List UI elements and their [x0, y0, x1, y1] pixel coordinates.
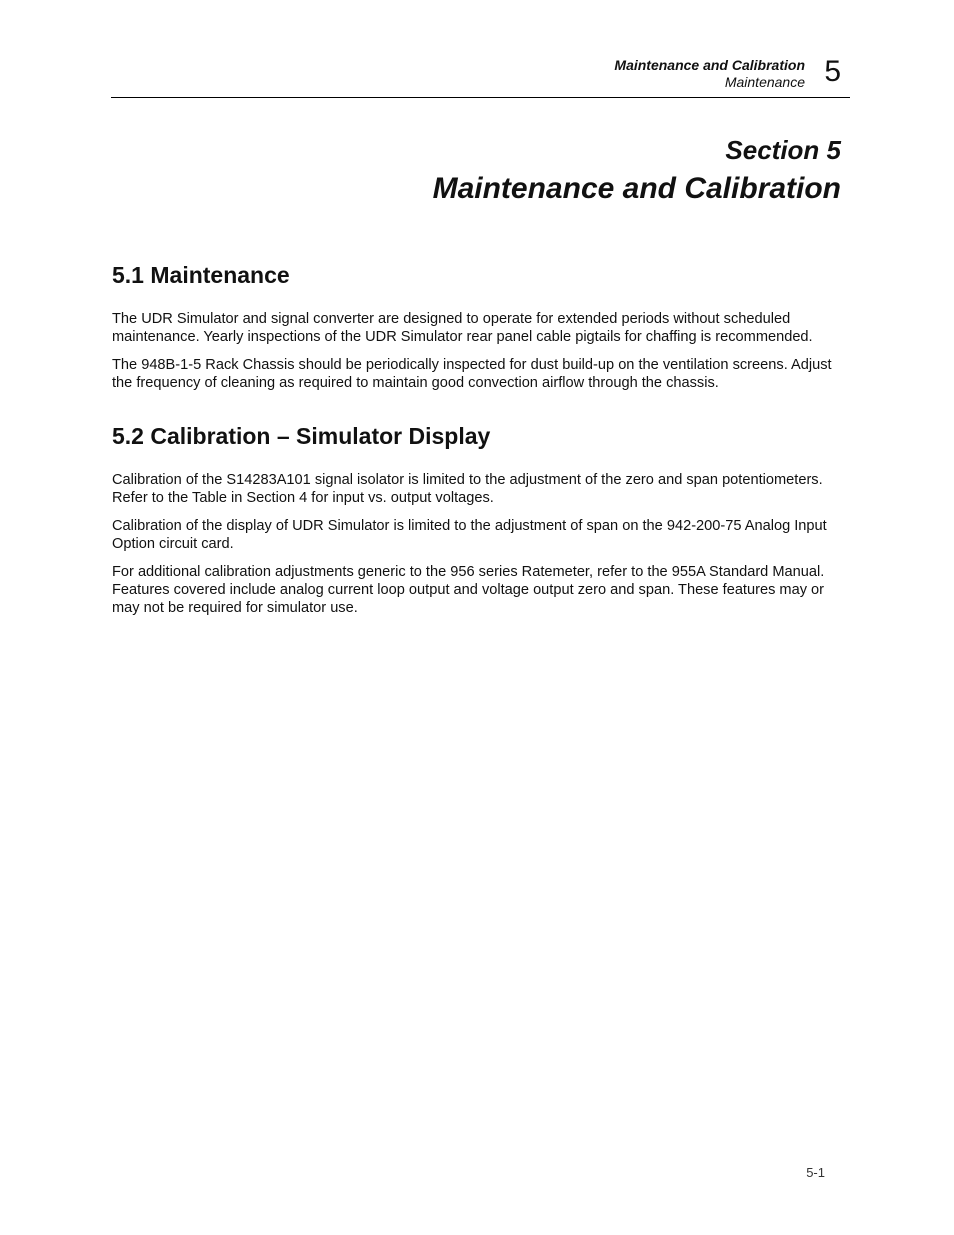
section-heading — [433, 133, 841, 211]
paragraph-calibration-2: Calibration of the display of UDR Simulator is limited to the adjustment of span on the 942-200-75 Analog Input Option circuit card. — [112, 518, 827, 552]
section-title: Maintenance and Calibration — [432, 172, 841, 205]
page-content — [112, 258, 842, 617]
header-subtitle: Maintenance — [724, 74, 805, 90]
paragraph-maintenance-1: The UDR Simulator and signal converter are designed to operate for extended periods without scheduled maintenance. Yearly inspections of the UDR Simulator rear panel cable pigtails for chaffing is recommended. — [112, 311, 813, 345]
subsection-heading-calibration: 5.2 Calibration – Simulator Display — [112, 423, 491, 449]
header-chapter-number: 5 — [824, 55, 841, 88]
paragraph-calibration-1: Calibration of the S14283A101 signal isolator is limited to the adjustment of the zero and span potentiometers. Refer to the Table in Section 4 for input vs. output voltages. — [112, 472, 823, 506]
subsection-heading-maintenance: 5.1 Maintenance — [112, 262, 290, 288]
page-number: 5-1 — [806, 1165, 825, 1180]
paragraph-calibration-3: For additional calibration adjustments generic to the 956 series Ratemeter, refer to the 955A Standard Manual. Features covered include analog current loop output and voltage output zero and span. These features may or may not be required for simulator use. — [112, 564, 825, 616]
section-label: Section 5 — [725, 135, 841, 165]
running-header — [111, 55, 850, 98]
paragraph-maintenance-2: The 948B-1-5 Rack Chassis should be periodically inspected for dust build-up on the ventilation screens. Adjust the frequency of cleaning as required to maintain good convection airflow through the chassis. — [112, 357, 832, 391]
header-text — [614, 57, 805, 91]
header-title: Maintenance and Calibration — [614, 57, 805, 73]
